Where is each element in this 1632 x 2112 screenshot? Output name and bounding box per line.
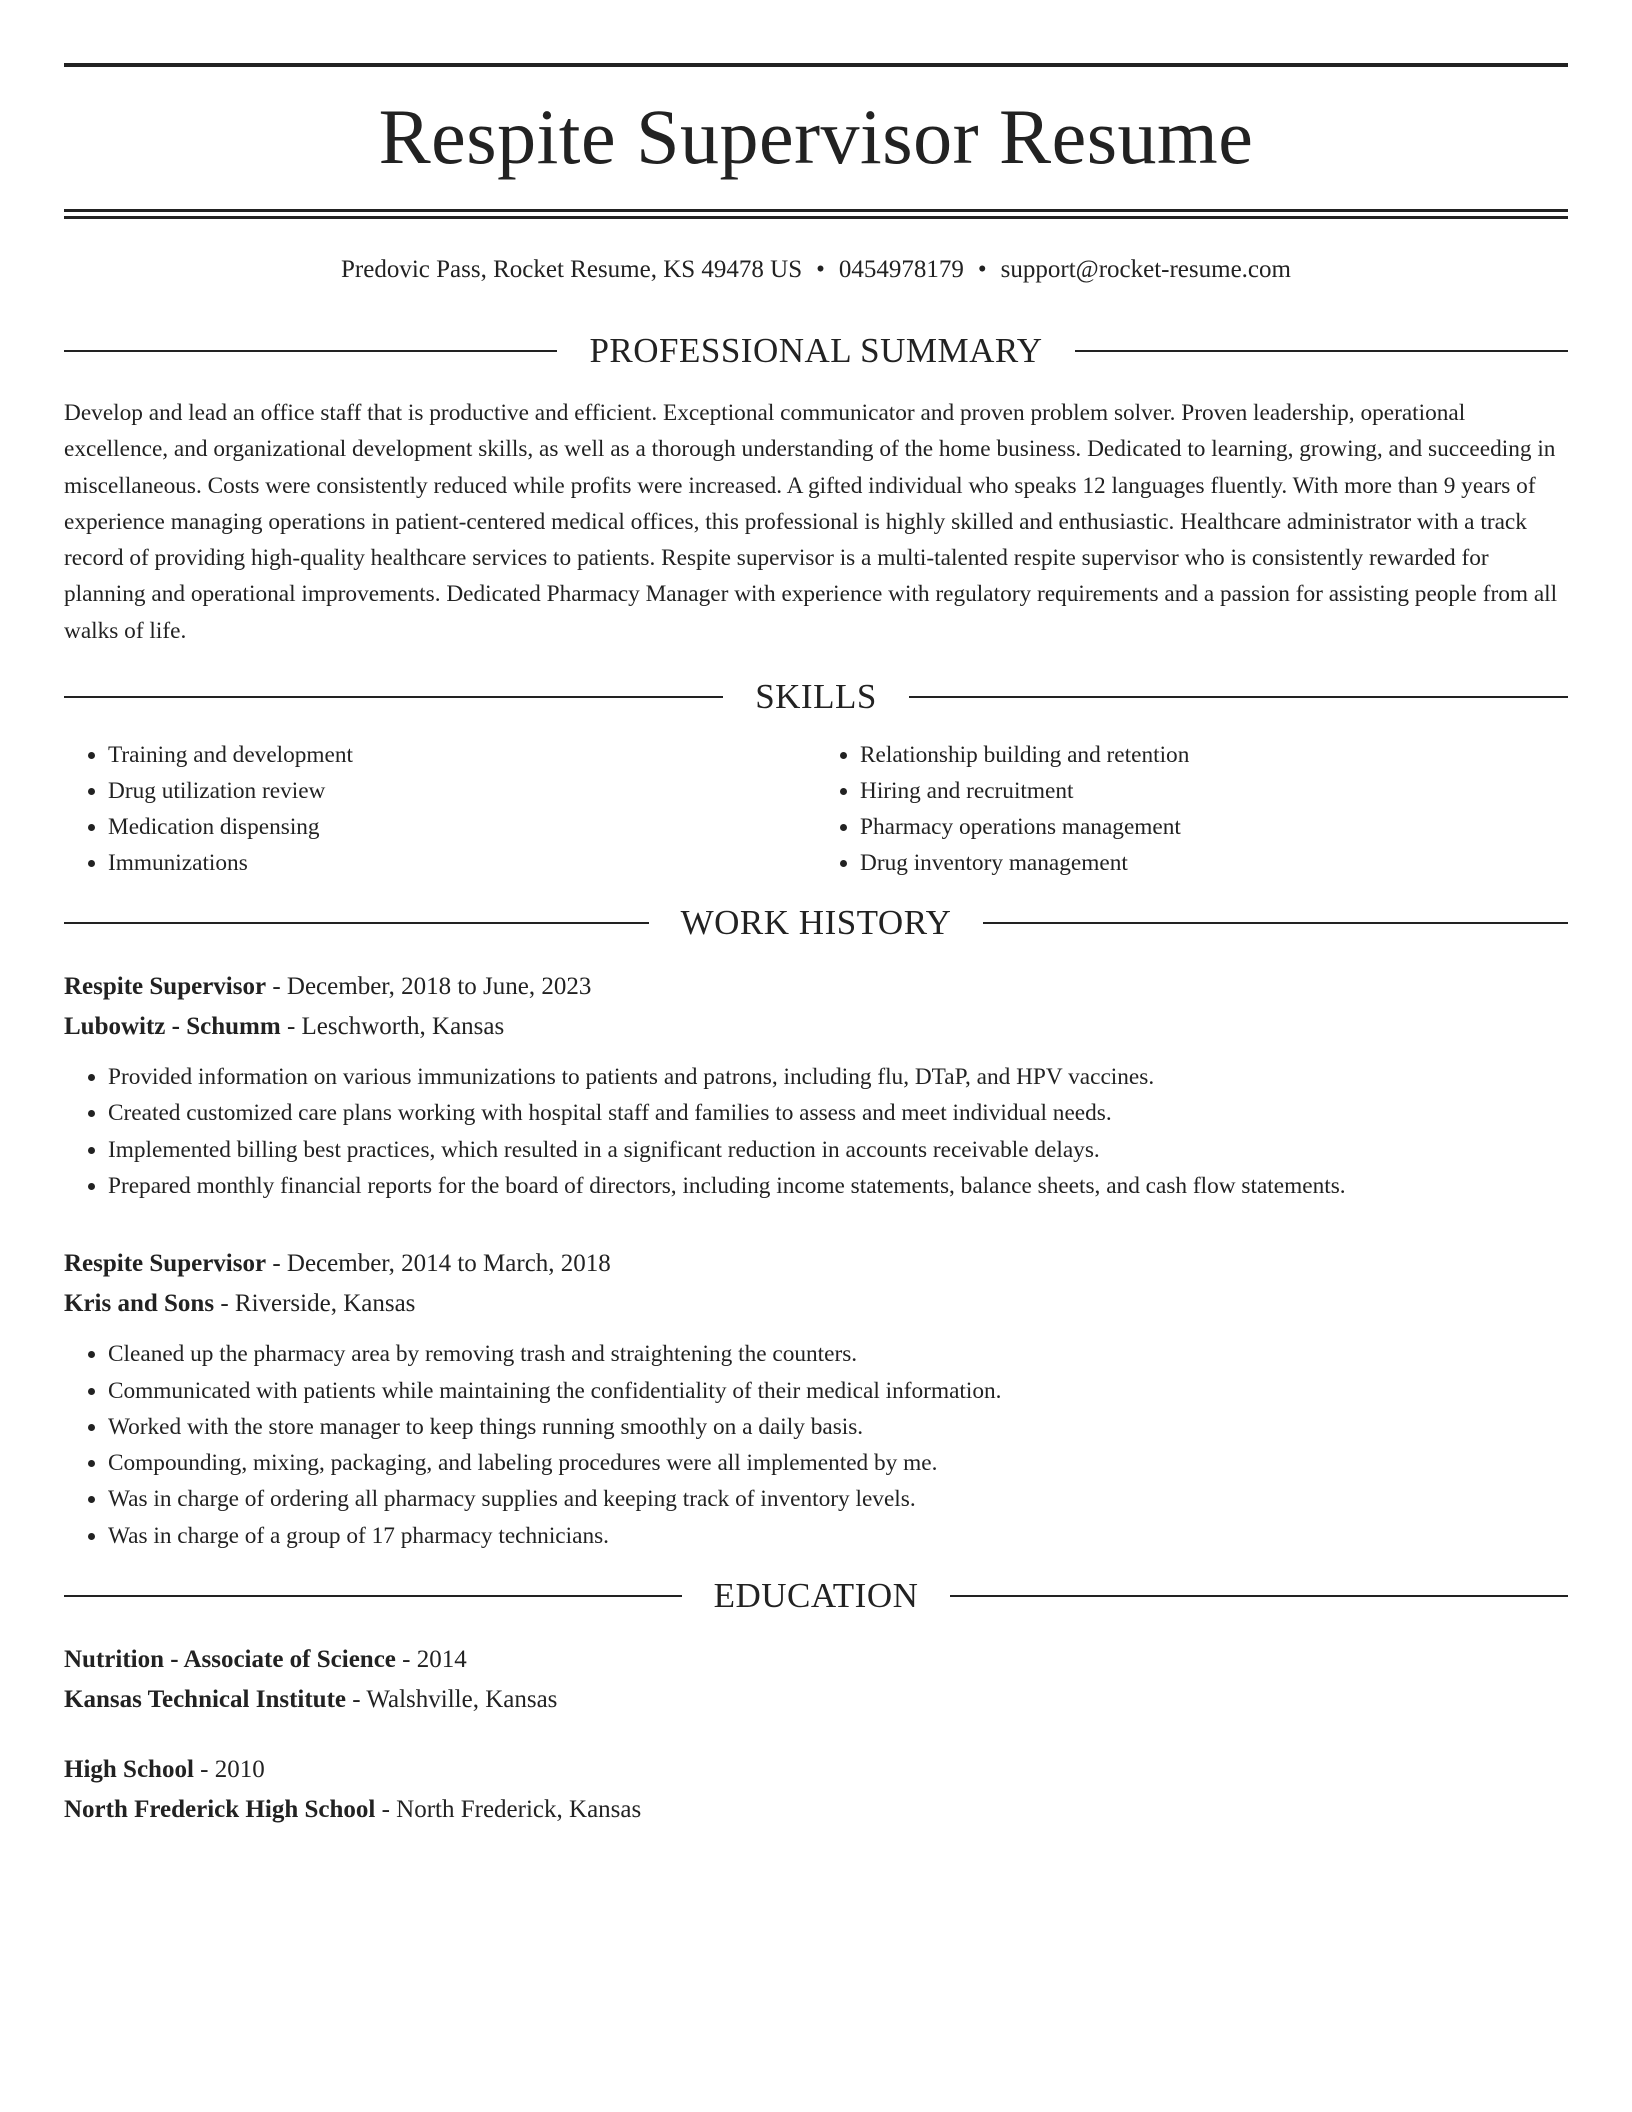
- heading-rule-right: [950, 1595, 1568, 1597]
- job-company-line: [64, 1007, 1568, 1047]
- skill-item: • Medication dispensing: [108, 809, 816, 845]
- skill-item: • Relationship building and retention: [860, 737, 1568, 773]
- job-company: Kris and Sons: [64, 1290, 215, 1318]
- job-bullet: • Implemented billing best practices, which resulted in a significant reduction in accounts receivable delays.: [108, 1132, 1568, 1168]
- job-bullet: • Provided information on various immunizations to patients and patrons, including flu, DTaP, and HPV vaccines.: [108, 1059, 1568, 1095]
- job-entry: [64, 1244, 1568, 1554]
- section-title: PROFESSIONAL SUMMARY: [589, 331, 1043, 370]
- job-bullets: [64, 1336, 1568, 1554]
- skill-item: • Training and development: [108, 737, 816, 773]
- section-heading-education: [64, 1574, 1568, 1618]
- education-school-line: [64, 1790, 1568, 1830]
- section-title: WORK HISTORY: [680, 903, 952, 943]
- skills-list: [64, 737, 1568, 881]
- job-bullet: • Cleaned up the pharmacy area by removing trash and straightening the counters.: [108, 1336, 1568, 1372]
- skill-item: • Hiring and recruitment: [860, 773, 1568, 809]
- education-degree-line: [64, 1640, 1568, 1680]
- job-bullet: • Was in charge of a group of 17 pharmacy technicians.: [108, 1518, 1568, 1554]
- page-title: Respite Supervisor Resume: [378, 93, 1254, 180]
- education-year: - 2014: [395, 1646, 467, 1674]
- section-heading-skills: [64, 675, 1568, 719]
- heading-rule-left: [64, 350, 557, 352]
- job-location: - Riverside, Kansas: [214, 1290, 416, 1318]
- section-heading-summary: [64, 329, 1568, 373]
- job-title-line: [64, 1244, 1568, 1284]
- summary-text: Develop and lead an office staff that is productive and efficient. Exceptional communicator and proven problem solver. Proven leadership, operational excellence, and organizational development skills, as well as a thorough understanding of the home business. Dedicated to learning, growing, and succeeding in miscellaneous. Costs were consistently reduced while profits were increased. A gifted individual who speaks 12 languages fluently. With more than 9 years of experience managing operations in patient-centered medical offices, this professional is highly skilled and enthusiastic. Healthcare administrator with a track record of providing high-quality healthcare services to patients. Respite supervisor is a multi-talented respite supervisor who is consistently rewarded for planning and operational improvements. Dedicated Pharmacy Manager with experience with regulatory requirements and a passion for assisting people from all walks of life.: [64, 400, 1558, 644]
- skill-item: • Drug inventory management: [860, 845, 1568, 881]
- contact-line: [64, 255, 1568, 285]
- job-bullet: • Communicated with patients while maintaining the confidentiality of their medical information.: [108, 1373, 1568, 1409]
- job-title: Respite Supervisor: [64, 973, 267, 1001]
- section-title: SKILLS: [755, 677, 877, 717]
- skills-column-right: [816, 737, 1568, 881]
- education-school: North Frederick High School: [64, 1796, 376, 1824]
- education-entry: [64, 1750, 1568, 1830]
- education-location: - North Frederick, Kansas: [375, 1796, 642, 1824]
- title-block: [64, 63, 1568, 179]
- job-bullets: [64, 1059, 1568, 1204]
- job-dates: - December, 2014 to March, 2018: [266, 1250, 611, 1278]
- job-bullet: • Prepared monthly financial reports for the board of directors, including income statements, balance sheets, and cash flow statements.: [108, 1168, 1568, 1204]
- job-dates: - December, 2018 to June, 2023: [266, 973, 592, 1001]
- job-entry: [64, 967, 1568, 1204]
- resume-page: [64, 0, 1568, 1830]
- heading-rule-right: [909, 696, 1568, 698]
- job-bullet: • Was in charge of ordering all pharmacy supplies and keeping track of inventory levels.: [108, 1481, 1568, 1517]
- education-degree: Nutrition - Associate of Science: [64, 1646, 396, 1674]
- job-company-line: [64, 1284, 1568, 1324]
- heading-rule-left: [64, 922, 649, 924]
- heading-rule-left: [64, 1595, 682, 1597]
- heading-rule-right: [1075, 350, 1568, 352]
- job-title-line: [64, 967, 1568, 1007]
- education-year: - 2010: [193, 1756, 265, 1784]
- contact-address: Predovic Pass, Rocket Resume, KS 49478 US: [341, 256, 803, 283]
- education-school-line: [64, 1680, 1568, 1720]
- section-heading-work: [64, 901, 1568, 945]
- job-bullet: • Created customized care plans working with hospital staff and families to assess and meet individual needs.: [108, 1095, 1568, 1131]
- heading-rule-left: [64, 696, 723, 698]
- education-location: - Walshville, Kansas: [346, 1686, 558, 1714]
- skills-column-left: [64, 737, 816, 881]
- education-degree-line: [64, 1750, 1568, 1790]
- job-company: Lubowitz - Schumm: [64, 1013, 281, 1041]
- education-degree: High School: [64, 1756, 194, 1784]
- job-location: - Leschworth, Kansas: [280, 1013, 505, 1041]
- skill-item: • Pharmacy operations management: [860, 809, 1568, 845]
- heading-rule-right: [983, 922, 1568, 924]
- section-title: EDUCATION: [713, 1576, 919, 1616]
- contact-email: support@rocket-resume.com: [1000, 256, 1291, 283]
- contact-phone: 0454978179: [838, 256, 964, 283]
- education-school: Kansas Technical Institute: [64, 1686, 347, 1714]
- job-bullet: • Worked with the store manager to keep things running smoothly on a daily basis.: [108, 1409, 1568, 1445]
- contact-separator: •: [816, 256, 825, 283]
- job-title: Respite Supervisor: [64, 1250, 267, 1278]
- job-bullet: • Compounding, mixing, packaging, and labeling procedures were all implemented by me.: [108, 1445, 1568, 1481]
- contact-separator: •: [977, 256, 987, 283]
- title-double-rule: [64, 209, 1568, 219]
- skill-item: • Drug utilization review: [108, 773, 816, 809]
- education-entry: [64, 1640, 1568, 1720]
- skill-item: • Immunizations: [108, 845, 816, 881]
